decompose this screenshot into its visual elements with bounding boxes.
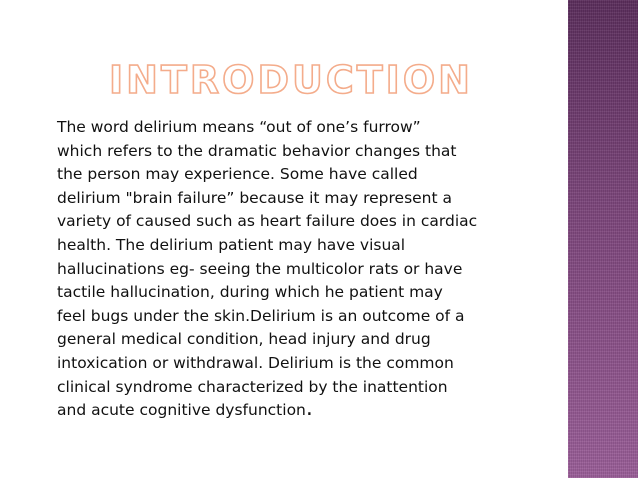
paragraph-end-period: . [305,396,313,422]
title-container [0,58,568,102]
paragraph-text: The word delirium means “out of one’s furrow” which refers to the dramatic behavior changes that the person may experience. Some have called delirium "brain failure” because it may represent a variety of caused such as heart failure does in cardiac health. The delirium patient may have visual hallucinations eg- seeing the multicolor rats or have tactile hallucination, during which he patient may feel bugs under the skin.Delirium is an outcome of a general medical condition, head injury and drug intoxication or withdrawal. Delirium is the common clinical syndrome characterized by the inattention and acute cognitive dysfunction [57,118,478,420]
slide-body-paragraph [57,116,565,423]
slide-title: INTRODUCTION [109,58,473,102]
decorative-side-bar [568,0,638,478]
